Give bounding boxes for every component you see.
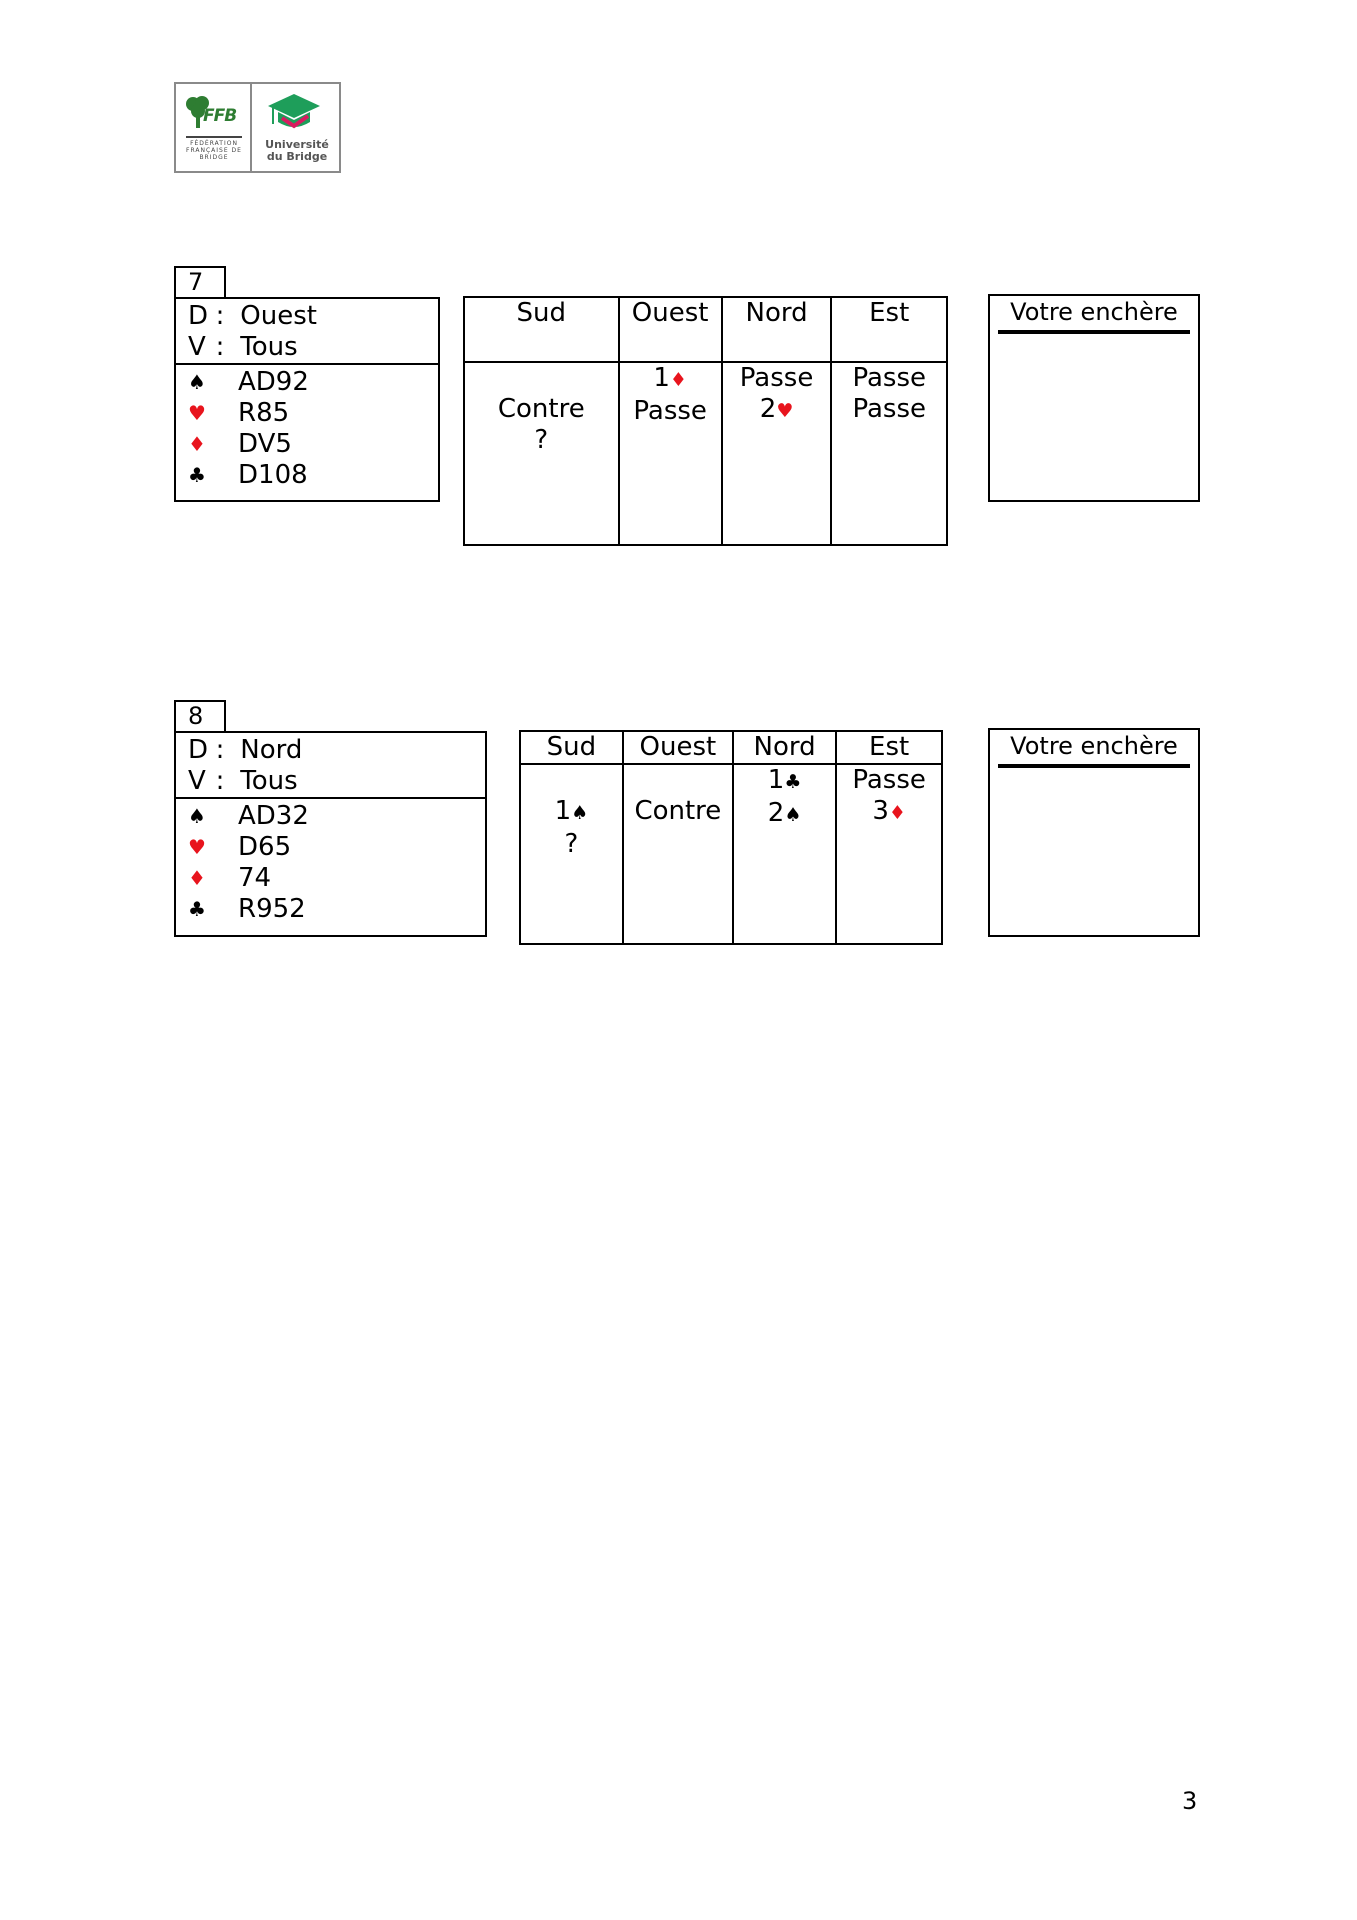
header-est: Est [836,731,942,764]
header-sud: Sud [520,731,623,764]
club-icon: ♣ [188,897,206,921]
spade-icon: ♠ [571,802,589,824]
header-est: Est [831,297,947,362]
answer-box[interactable] [988,728,1200,937]
board-number: 7 [174,266,226,299]
header-nord: Nord [733,731,836,764]
bids-ouest [623,764,733,944]
ffb-subtitle: FÉDÉRATION FRANÇAISE DE BRIDGE [186,140,242,161]
bid: Passe [739,363,814,393]
bidding-table [463,296,948,546]
hearts-holding: R85 [238,398,290,428]
diamond-icon: ♦ [188,866,206,890]
bid-level: 3 [872,796,889,826]
deal-info: D : Nord V : Tous [176,733,485,799]
bid-level: 2 [767,798,785,828]
hand-diagram [174,297,440,502]
bid: Contre [497,394,585,424]
bidding-table [519,730,943,945]
spades-holding: AD92 [238,367,309,397]
spades-holding: AD32 [238,801,309,831]
bids-sud [520,764,623,944]
universite-text: Université du Bridge [265,138,329,163]
bids-sud [464,362,619,545]
header-ouest: Ouest [623,731,733,764]
deal-info: D : Ouest V : Tous [176,299,438,365]
diamond-icon: ♦ [888,802,906,824]
dealer-label: D [188,301,209,331]
diamonds-holding: 74 [238,863,272,893]
vulnerability-value: Tous [240,766,298,796]
bid-level: 1 [653,363,670,393]
header-sud: Sud [464,297,619,362]
answer-box[interactable] [988,294,1200,502]
universite-logo [254,84,339,171]
spade-icon: ♠ [188,804,206,828]
bid-question: ? [534,425,549,455]
bid: Contre [634,796,722,826]
vulnerability-label: V [188,766,206,796]
heart-icon: ♥ [188,835,206,859]
bids-est [836,764,942,944]
bids-nord [733,764,836,944]
bids-ouest [619,362,722,545]
heart-icon: ♥ [776,400,794,422]
board-number: 8 [174,700,226,733]
ffb-universite-logo [174,82,341,173]
header-ouest: Ouest [619,297,722,362]
hearts-holding: D65 [238,832,292,862]
bid: Passe [852,363,926,393]
bid: Passe [852,394,926,424]
ffb-divider [186,136,242,138]
vulnerability-value: Tous [240,332,298,362]
answer-underline [998,764,1190,768]
ffb-text: FFB [203,106,237,126]
bid: Passe [852,765,926,795]
spade-icon: ♠ [188,370,206,394]
spade-icon: ♠ [784,804,802,826]
clubs-holding: R952 [238,894,306,924]
header-nord: Nord [722,297,832,362]
diamonds-holding: DV5 [238,429,292,459]
hand-cards [176,365,438,491]
answer-underline [998,330,1190,334]
bids-est [831,362,947,545]
heart-icon: ♥ [188,401,206,425]
answer-title: Votre enchère [1010,732,1178,760]
diamond-icon: ♦ [669,369,687,391]
ffb-logo [176,84,252,171]
page-number: 3 [1182,1787,1198,1815]
hand-diagram [174,731,487,937]
bid: Passe [633,396,707,426]
bid-level: 1 [554,796,572,826]
graduation-cap-icon [266,92,322,136]
vulnerability-label: V [188,332,206,362]
dealer-value: Ouest [240,301,317,331]
club-icon: ♣ [784,771,802,793]
club-icon: ♣ [188,463,206,487]
answer-title: Votre enchère [1010,298,1178,326]
dealer-label: D [188,735,209,765]
bid-question: ? [564,829,579,859]
clubs-holding: D108 [238,460,308,490]
bid-level: 2 [759,394,777,424]
bids-nord [722,362,832,545]
diamond-icon: ♦ [188,432,206,456]
hand-cards [176,799,485,925]
bid-level: 1 [767,765,785,795]
dealer-value: Nord [240,735,303,765]
